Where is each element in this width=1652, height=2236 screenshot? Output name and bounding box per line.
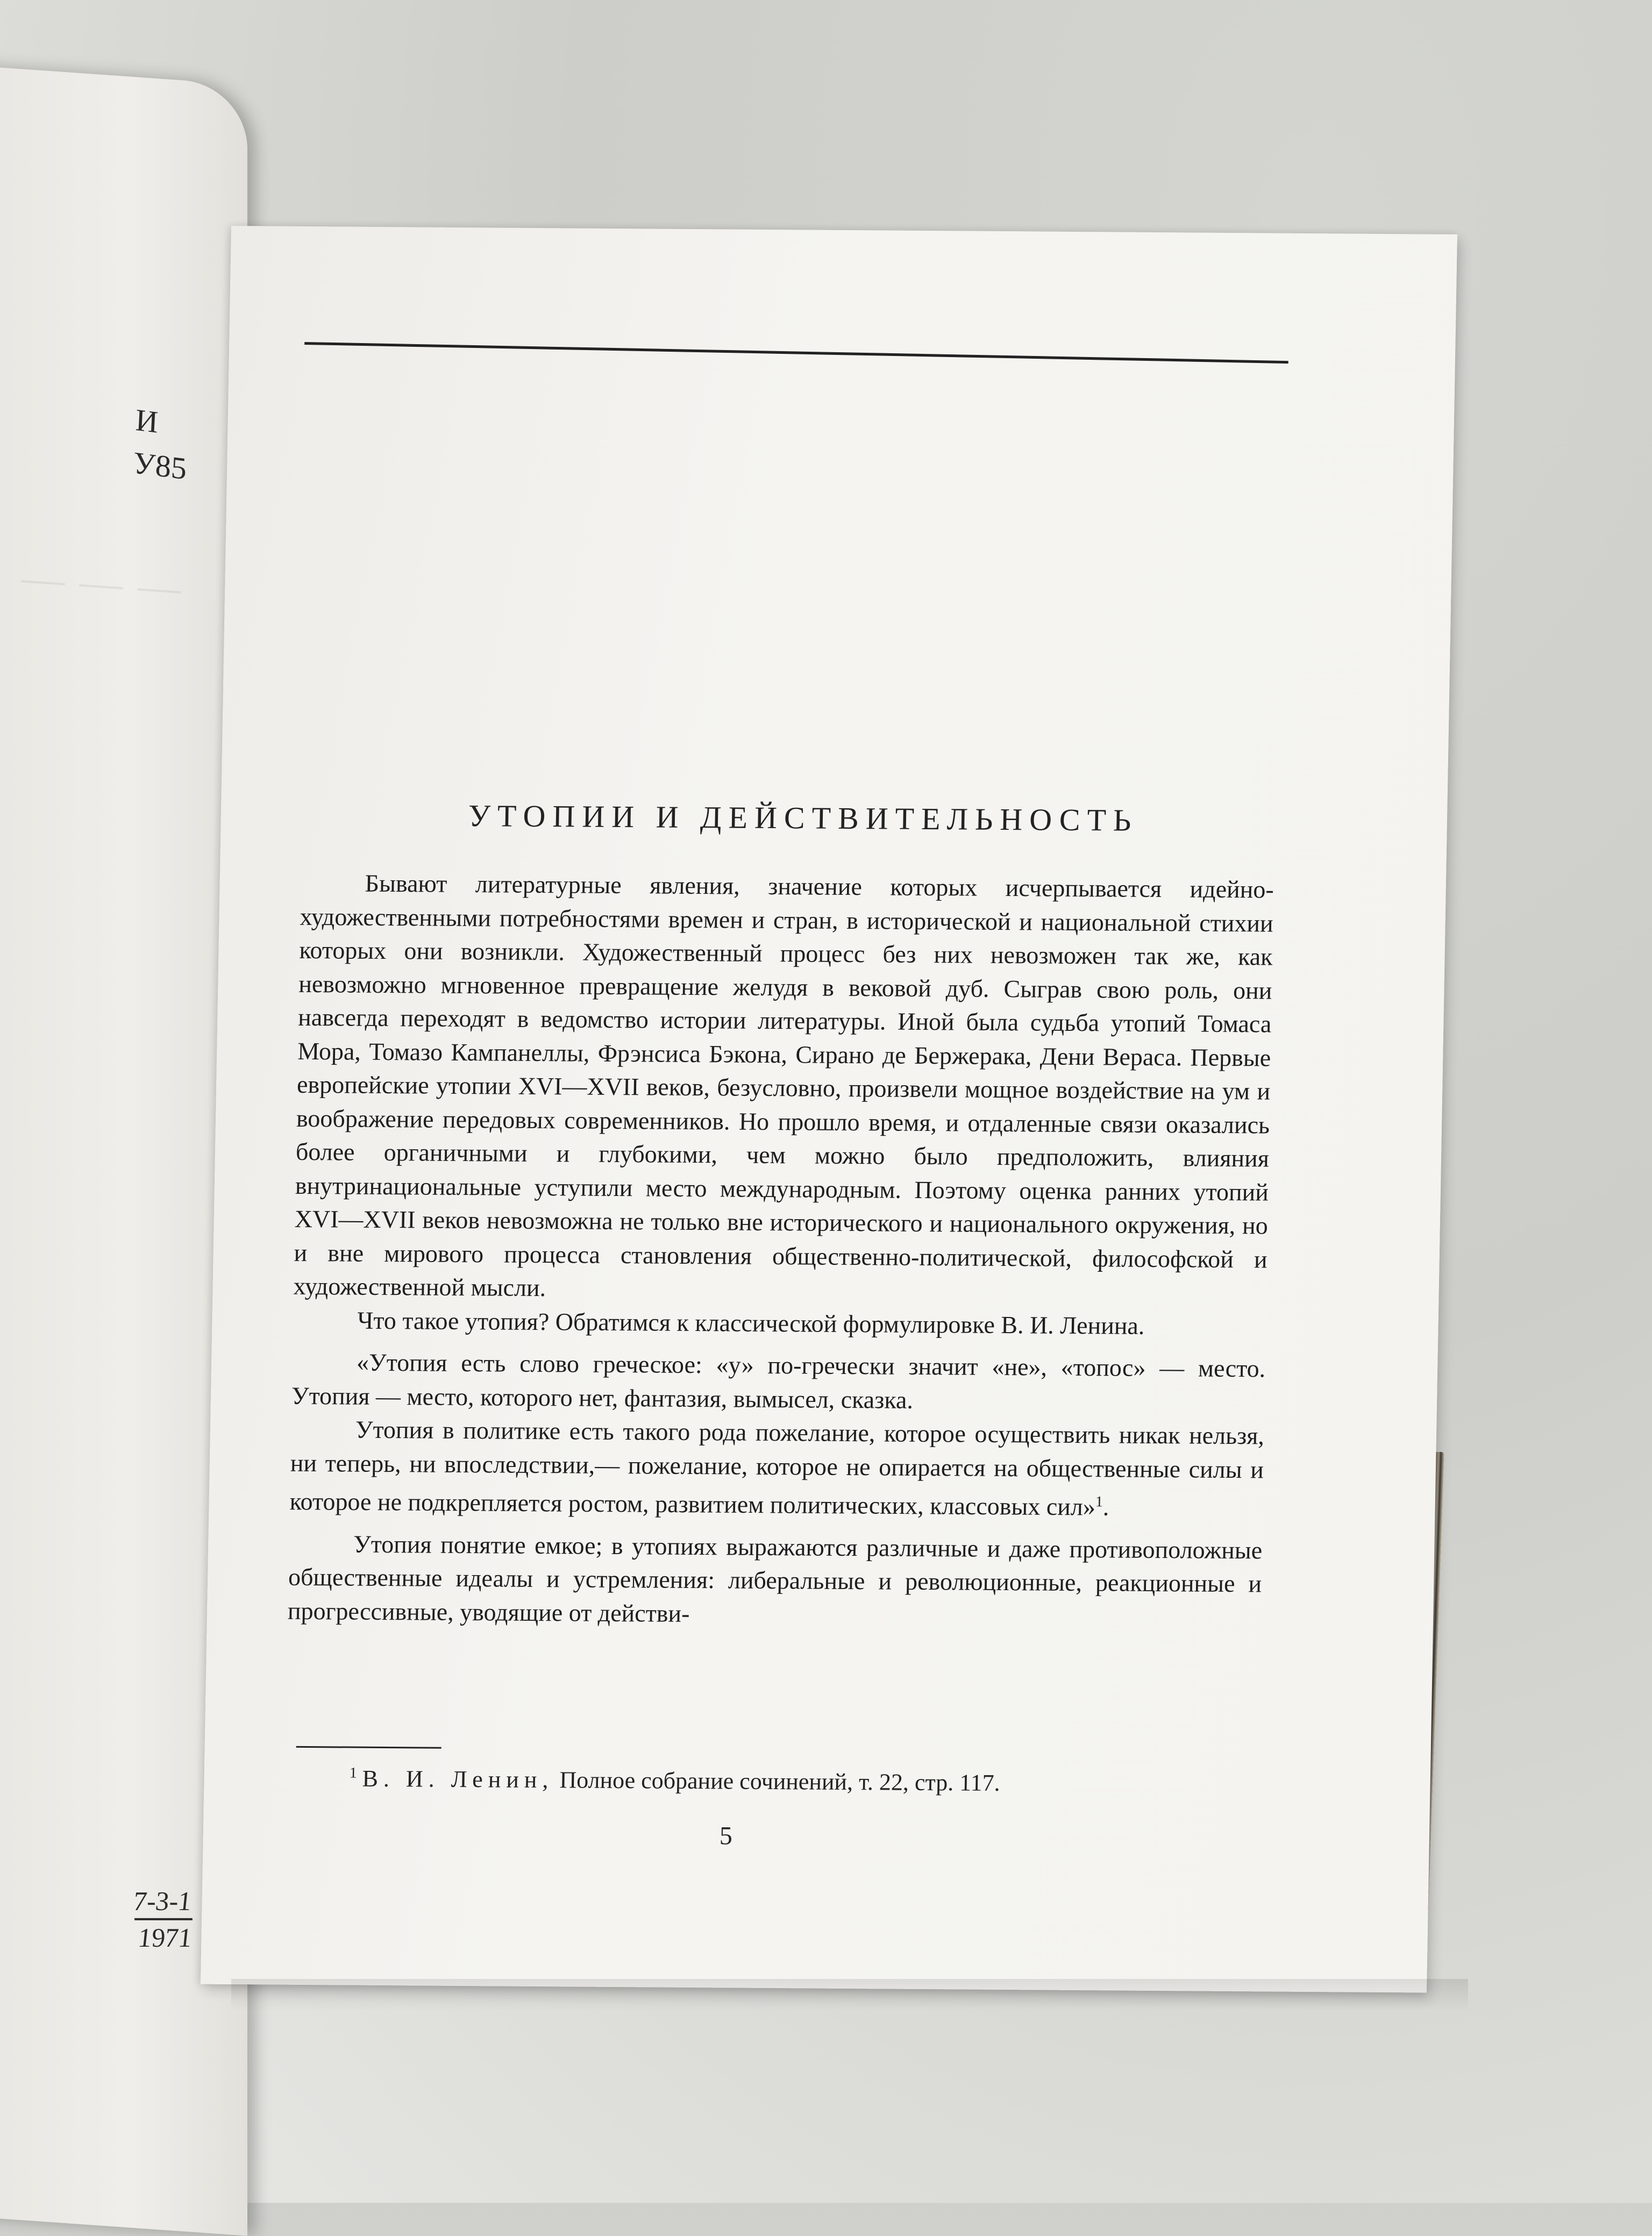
shelf-mark <box>132 1886 195 1953</box>
footnote-author: В. И. Ленин, <box>362 1765 554 1793</box>
footnote-rule <box>296 1746 442 1749</box>
header-rule <box>304 342 1288 364</box>
footnote-text: Полное собрание сочинений, т. 22, стр. 117. <box>559 1767 1001 1796</box>
show-through-text: — — — <box>22 553 183 613</box>
footnote-marker: 1 <box>349 1764 358 1782</box>
chapter-title: УТОПИИ И ДЕЙСТВИТЕЛЬНОСТЬ <box>468 798 1138 838</box>
shelf-mark-top: 7-3-1 <box>132 1885 193 1916</box>
paragraph-5: Утопия понятие емкое; в утопиях выражаются различные и даже противоположные общественные идеалы и устремления: либеральные и революционные, реакционные и прогрессивные, уводящие от действи- <box>287 1530 1263 1627</box>
call-number-line2: У85 <box>132 445 188 487</box>
paragraph-3: «Утопия есть слово греческое: «у» по-гречески значит «не», «топос» — место. Утопия — место, которого нет, фантазия, вымысел, сказка. <box>291 1348 1266 1414</box>
footnote <box>349 1765 1210 1798</box>
body-text <box>288 866 1274 1635</box>
shelf-mark-divider <box>134 1918 193 1920</box>
footnote-reference: 1 <box>1095 1493 1103 1511</box>
call-number <box>132 398 190 490</box>
paragraph-4: Утопия в политике есть такого рода пожелание, которое осуществить никак нельзя, ни теперь, ни впоследствии,— пожелание, которое не опирается на общественные силы и которое не подкрепляется ростом, развитием политических, классовых сил»$^1$. <box>289 1415 1265 1521</box>
page-shadow <box>231 1979 1468 2011</box>
paragraph-2: Что такое утопия? Обратимся к классической формулировке В. И. Ленина. <box>357 1306 1145 1340</box>
call-number-line1: И <box>134 402 159 440</box>
paragraph-4-text: Утопия в политике есть такого рода пожелание, которое осуществить никак нельзя, ни теперь, ни впоследствии,— пожелание, которое не опирается на общественные силы и которое не подкрепляется ростом, развитием политических, классовых сил» <box>289 1415 1265 1521</box>
right-page <box>201 226 1457 1993</box>
page-number: 5 <box>719 1821 733 1850</box>
shelf-mark-bottom: 1971 <box>137 1922 193 1953</box>
paragraph-1: Бывают литературные явления, значение которых исчерпывается идейно-художественными потребностями времен и стран, в исторической и национальной стихии которых они возникли. Художественный процесс без них невозможен так же, как невозможно мгновенное превращение желудя в вековой дуб. Сыграв свою роль, они навсегда переходят в ведомство истории литературы. Иной была судьба утопий Томаса Мора, Томазо Кампанеллы, Фрэнсиса Бэкона, Сирано де Бержерака, Дени Вераса. Первые европейские утопии XVI—XVII веков, безусловно, произвели мощное воздействие на ум и воображение передовых современников. Но прошло время, и отдаленные связи оказались более органичными и глубокими, чем можно было предположить, влияния внутринациональные уступили место международным. Поэтому оценка ранних утопий XVI—XVII веков невозможна не только вне исторического и национального окружения, но и вне мирового процесса становления общественно-политической, философской и художественной мысли. <box>293 869 1274 1302</box>
